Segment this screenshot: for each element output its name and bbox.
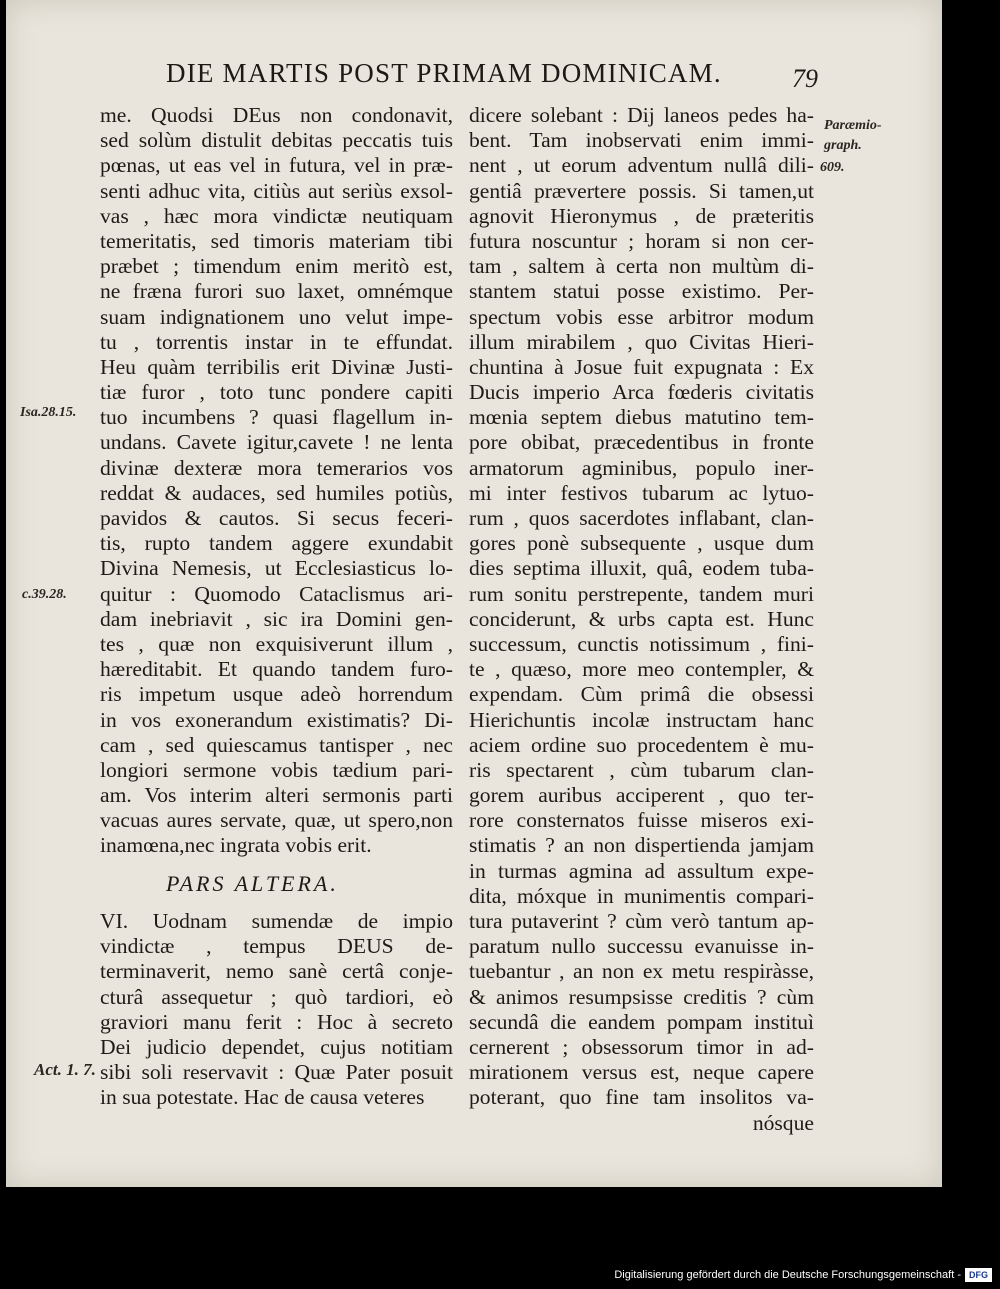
text-line: undans. Cavete igitur,cavete ! ne lenta <box>100 430 453 455</box>
text-line: mi inter festivos tubarum ac lytuo- <box>469 480 814 505</box>
text-line: me. Quodsi DEus non condonavit, <box>100 103 453 127</box>
text-line: Dei judicio dependet, cujus notitiam <box>100 1034 453 1059</box>
text-line: Heu quàm terribilis erit Divinæ Justi- <box>100 354 453 379</box>
text-line: nent , ut eorum adventum nullâ dili- <box>469 153 814 178</box>
text-line: tiæ furor , toto tunc pondere capiti <box>100 380 453 405</box>
dfg-logo: DFG <box>965 1268 992 1282</box>
book-page <box>6 0 942 1187</box>
text-line: expendam. Cùm primâ die obsessi <box>469 682 814 707</box>
text-line: divinæ dexteræ mora temerarios vos <box>100 455 453 480</box>
text-line: sed solùm distulit debitas peccatis tuis <box>100 128 453 153</box>
text-line: ris impetum usque adeò horrendum <box>100 682 453 707</box>
text-line: futura noscuntur ; horam si non cer- <box>469 228 814 253</box>
text-line: in sua potestate. Hac de causa veteres <box>100 1085 425 1110</box>
text-line: te , quæso, more meo contempler, & <box>469 657 814 682</box>
text-line: gores ponè subsequente , usque dum <box>469 531 814 556</box>
text-line: gorem auribus acciperent , quo ter- <box>469 783 814 808</box>
text-line: senti adhuc vita, citiùs aut seriùs exsol- <box>100 178 453 203</box>
text-line: poterant, quo fine tam insolitos va- <box>469 1085 814 1110</box>
digitization-footer <box>614 1266 992 1284</box>
text-line: pore obibat, præcedentibus in fronte <box>469 430 814 455</box>
text-line: & animos resumpsisse creditis ? cùm <box>469 984 814 1009</box>
text-line: tes , quæ non exquisiverunt illum , <box>100 631 453 656</box>
text-line: dam inebriavit , sic ira Domini gen- <box>100 606 453 631</box>
left-column-continued <box>100 909 453 1111</box>
text-line: tura putaverint ? cùm verò tantum ap- <box>469 909 814 933</box>
text-line: nósque <box>752 1110 814 1135</box>
text-line: cam , sed quiescamus tantisper , nec <box>100 732 453 757</box>
margin-note: c.39.28. <box>22 587 67 602</box>
section-title: PARS ALTERA. <box>166 871 339 896</box>
text-line: quitur : Quomodo Cataclismus ari- <box>100 581 453 606</box>
text-line: illum mirabilem , quo Civitas Hieri- <box>469 329 814 354</box>
margin-note: Paræmio- <box>824 118 882 133</box>
text-line: tuo incumbens ? quasi flagellum in- <box>100 405 453 430</box>
text-line: inamœna,nec ingrata vobis erit. <box>100 833 372 858</box>
text-line: pavidos & cautos. Si secus feceri- <box>100 506 453 530</box>
text-line: paratum nullo successu evanuisse in- <box>469 934 814 959</box>
text-line: dicere solebant : Dij laneos pedes ha- <box>469 103 814 127</box>
footer-text: Digitalisierung gefördert durch die Deutsche Forschungsgemeinschaft - <box>614 1269 961 1281</box>
text-line: dies septima illuxit, quâ, eodem tuba- <box>469 556 814 581</box>
text-line: suam indignationem uno velut impe- <box>100 304 453 329</box>
text-line: secundâ die eandem pompam instituì <box>469 1009 814 1034</box>
text-line: tuebantur , an non ex metu respiràsse, <box>469 959 814 984</box>
text-line: rum , quos sacerdotes inflabant, clan- <box>469 506 814 530</box>
text-line: dita, móxque in munimentis compari- <box>469 883 814 908</box>
text-line: VI. Uodnam sumendæ de impio <box>100 909 453 933</box>
text-line: am. Vos interim alteri sermonis parti <box>100 783 453 808</box>
text-line: præbet ; timendum enim meritò est, <box>100 254 453 279</box>
text-line: in turmas agmina ad assultum expe- <box>469 858 814 883</box>
text-line: tu , torrentis instar in te effundat. <box>100 329 453 354</box>
text-line: mirationem versus est, neque capere <box>469 1060 814 1085</box>
text-line: Ducis imperio Arca fœderis civitatis <box>469 380 814 405</box>
text-line: ris spectarent , cùm tubarum clan- <box>469 757 814 782</box>
text-line: sibi soli reservavit : Quæ Pater posuit <box>100 1060 453 1085</box>
text-line: agnovit Hieronymus , de præteritis <box>469 203 814 228</box>
text-line: cturâ assequetur ; quò tardiori, eò <box>100 984 453 1009</box>
text-line: Hierichuntis incolæ instructam hanc <box>469 707 814 732</box>
text-line: hæreditabit. Et quando tandem furo- <box>100 657 453 682</box>
text-line: vindictæ , tempus DEUS de- <box>100 934 453 959</box>
text-line: tis, rupto tandem aggere exundabit <box>100 531 453 556</box>
text-line: temeritatis, sed timoris materiam tibi <box>100 228 453 253</box>
left-column <box>100 103 453 859</box>
text-line: longiori sermone vobis tædium pari- <box>100 757 453 782</box>
page-number: 79 <box>792 64 818 93</box>
text-line: in vos exonerandum existimatis? Di- <box>100 707 453 732</box>
text-line: ne fræna furori suo laxet, omnémque <box>100 279 453 304</box>
text-line: rore consternatos fuisse miseros exi- <box>469 808 814 833</box>
text-line: successum, cunctis notissimum , fini- <box>469 631 814 656</box>
margin-note: Act. 1. 7. <box>34 1060 96 1079</box>
text-line: tam , saltem à certa non multùm di- <box>469 254 814 279</box>
right-column <box>469 103 814 1136</box>
text-line: gentiâ prævertere possis. Si tamen,ut <box>469 178 814 203</box>
text-line: cernerent ; obsessorum timor in ad- <box>469 1034 814 1059</box>
text-line: rum sonitu perstrepente, tandem muri <box>469 581 814 606</box>
text-line: vacuas aures servate, quæ, ut spero,non <box>100 808 453 833</box>
text-line: pœnas, ut eas vel in futura, vel in præ- <box>100 153 453 178</box>
text-line: chuntina à Josue fuit expugnata : Ex <box>469 354 814 379</box>
text-line: armatorum agminibus, populo iner- <box>469 455 814 480</box>
text-line: reddat & audaces, sed humiles potiùs, <box>100 480 453 505</box>
text-line: conciderunt, & urbs capta est. Hunc <box>469 606 814 631</box>
margin-note: Isa.28.15. <box>20 405 77 420</box>
text-line: spectum vobis esse arbitror modum <box>469 304 814 329</box>
text-line: terminaverit, nemo sanè certâ conje- <box>100 959 453 984</box>
text-line: aciem ordine suo procedentem è mu- <box>469 732 814 757</box>
running-header: DIE MARTIS POST PRIMAM DOMINICAM. <box>166 58 722 88</box>
text-line: mœnia septem diebus matutino tem- <box>469 405 814 430</box>
text-line: graviori manu ferit : Hoc à secreto <box>100 1009 453 1034</box>
text-line: bent. Tam inobservati enim immi- <box>469 128 814 153</box>
text-line: Divina Nemesis, ut Ecclesiasticus lo- <box>100 556 453 581</box>
margin-note: 609. <box>820 160 845 175</box>
text-line: stimatis ? an non dispertienda jamjam <box>469 833 814 858</box>
text-line: stantem statui posse existimo. Per- <box>469 279 814 304</box>
text-line: vas , hæc mora vindictæ neutiquam <box>100 203 453 228</box>
margin-note: graph. <box>824 138 862 153</box>
